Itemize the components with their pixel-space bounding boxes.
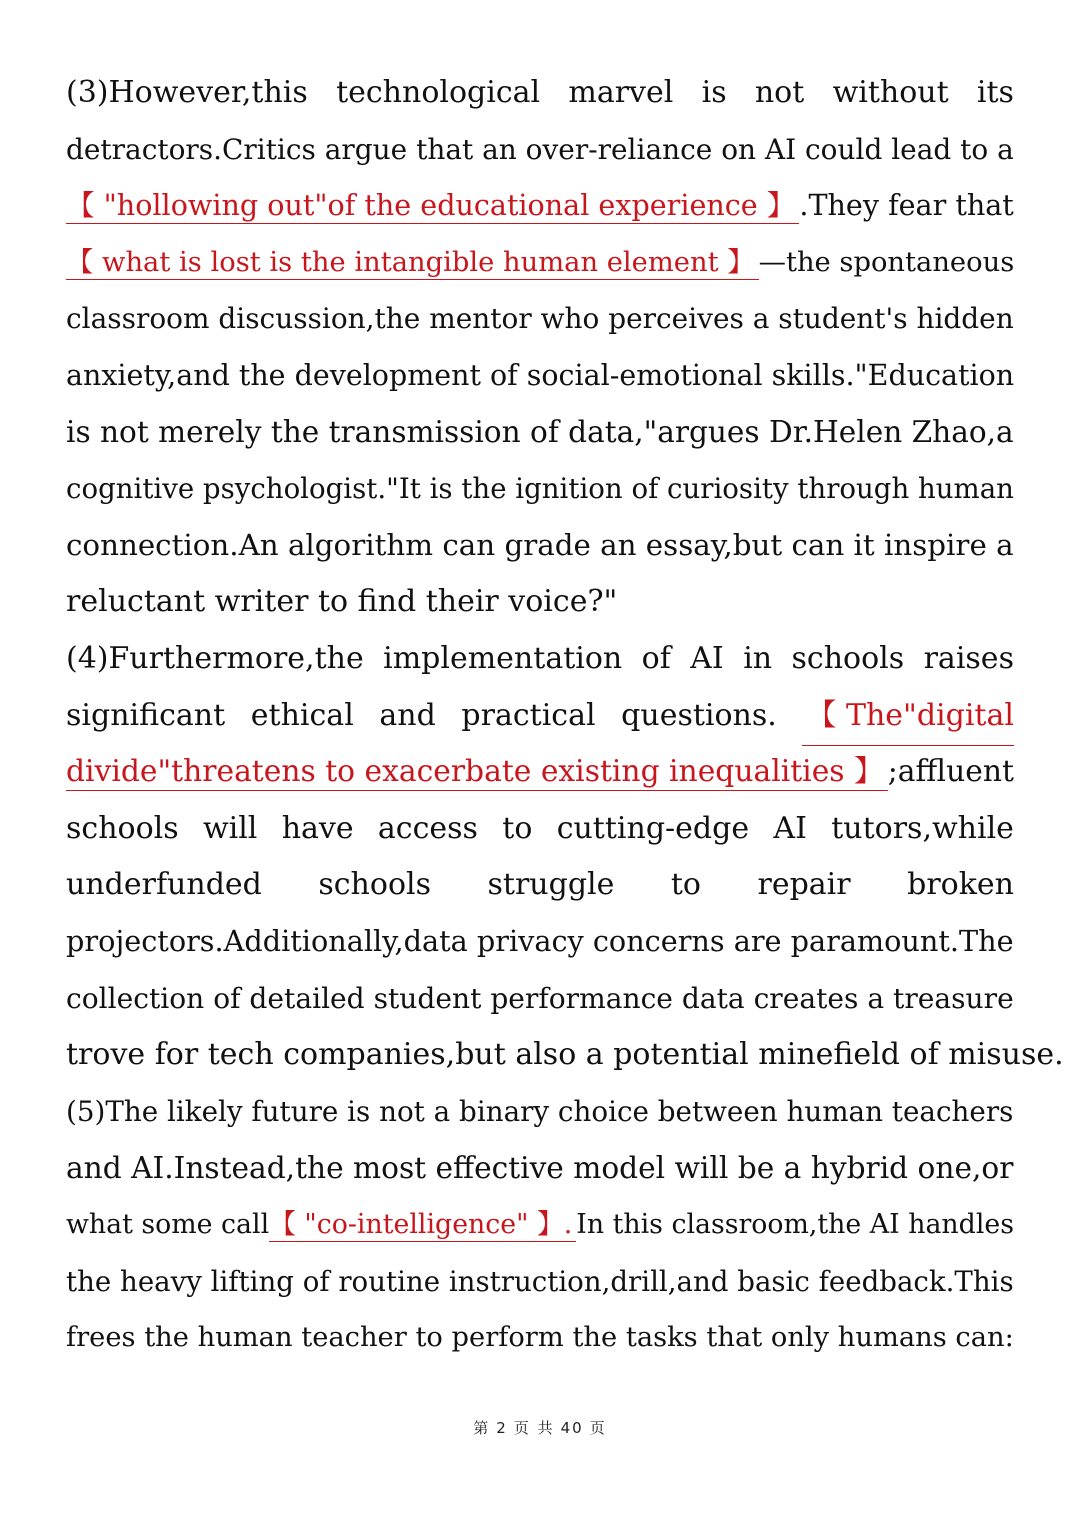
text-line: anxiety,and the development of social-emotional skills."Education bbox=[66, 359, 1015, 392]
line-text: .They fear that bbox=[799, 188, 1014, 223]
word: to bbox=[502, 810, 533, 846]
text-line: connection.An algorithm can grade an essay,but can it inspire a bbox=[66, 527, 1014, 562]
line-text: —the spontaneous bbox=[758, 246, 1015, 278]
line-text: ;affluent bbox=[887, 754, 1014, 790]
word: to bbox=[670, 867, 701, 903]
page-footer bbox=[0, 1417, 1080, 1438]
line-text: what some call bbox=[66, 1209, 270, 1240]
answer-highlight: 【 what is lost is the intangible human element 】 bbox=[66, 247, 759, 280]
word: is bbox=[701, 75, 727, 110]
word: cutting-edge bbox=[556, 810, 750, 846]
text-line: and AI.Instead,the most effective model will be a hybrid one,or bbox=[66, 1150, 1014, 1186]
word: tutors,while bbox=[831, 810, 1014, 846]
text-line bbox=[66, 234, 1014, 291]
word: technological bbox=[336, 75, 541, 110]
text-line bbox=[66, 630, 1014, 687]
text-line: detractors.Critics argue that an over-reliance on AI could lead to a bbox=[66, 132, 1014, 166]
text-line: frees the human teacher to perform the tasks that only humans can: bbox=[66, 1322, 1014, 1354]
footer-mid: 页 共 bbox=[513, 1419, 555, 1437]
word: struggle bbox=[487, 867, 615, 903]
word: practical bbox=[461, 697, 596, 733]
answer-highlight: divide"threatens to exacerbate existing inequalities 】 bbox=[66, 754, 888, 791]
word: broken bbox=[907, 867, 1014, 903]
word: access bbox=[377, 810, 478, 846]
word: schools bbox=[791, 641, 905, 676]
text-line bbox=[66, 800, 1014, 857]
text-line: reluctant writer to find their voice?" bbox=[66, 584, 618, 620]
word: raises bbox=[923, 641, 1014, 676]
text-line: classroom discussion,the mentor who perceives a student's hidden bbox=[66, 302, 1014, 336]
word: without bbox=[832, 75, 949, 110]
text-line: trove for tech companies,but also a potential minefield of misuse. bbox=[66, 1037, 1064, 1073]
answer-highlight: 【 The"digital bbox=[802, 687, 1014, 746]
word: have bbox=[281, 810, 354, 846]
text-line bbox=[66, 856, 1014, 913]
answer-highlight: 【 "co-intelligence" 】. bbox=[269, 1209, 576, 1242]
text-line: is not merely the transmission of data,"argues Dr.Helen Zhao,a bbox=[66, 414, 1014, 449]
text-line: collection of detailed student performance data creates a treasure bbox=[66, 981, 1014, 1015]
word: not bbox=[754, 75, 805, 110]
word: in bbox=[743, 641, 773, 676]
word: marvel bbox=[568, 75, 674, 110]
line-text: In this classroom,the AI handles bbox=[576, 1209, 1014, 1240]
word: underfunded bbox=[66, 867, 262, 903]
text-line bbox=[66, 177, 1014, 234]
word: will bbox=[202, 810, 258, 846]
word: AI bbox=[690, 641, 724, 676]
text-line: (5)The likely future is not a binary choice between human teachers bbox=[66, 1094, 1014, 1128]
footer-total-pages: 40 bbox=[560, 1419, 584, 1437]
text-line bbox=[66, 64, 1014, 121]
word: its bbox=[976, 75, 1014, 110]
word: (4)Furthermore,the bbox=[66, 641, 364, 676]
word: AI bbox=[773, 810, 807, 846]
footer-page-number: 2 bbox=[496, 1419, 508, 1437]
word: ethical bbox=[250, 697, 354, 733]
text-line: projectors.Additionally,data privacy concerns are paramount.The bbox=[66, 924, 1014, 958]
text-line bbox=[66, 687, 1014, 744]
word: implementation bbox=[383, 641, 623, 676]
word: repair bbox=[757, 867, 851, 903]
word: significant bbox=[66, 697, 226, 733]
word: and bbox=[379, 697, 436, 733]
answer-highlight: 【 "hollowing out"of the educational experience 】 bbox=[66, 188, 799, 224]
text-line: the heavy lifting of routine instruction,drill,and basic feedback.This bbox=[66, 1264, 1014, 1298]
word: (3)However,this bbox=[66, 75, 308, 110]
text-line: cognitive psychologist."It is the ignition of curiosity through human bbox=[66, 472, 1014, 506]
text-line bbox=[66, 743, 1014, 800]
word: questions. bbox=[621, 697, 777, 733]
footer-suffix: 页 bbox=[589, 1419, 607, 1437]
word: of bbox=[641, 641, 671, 676]
word: schools bbox=[318, 867, 431, 903]
footer-prefix: 第 bbox=[473, 1419, 491, 1437]
word: schools bbox=[66, 810, 179, 846]
text-line bbox=[66, 1196, 1014, 1253]
